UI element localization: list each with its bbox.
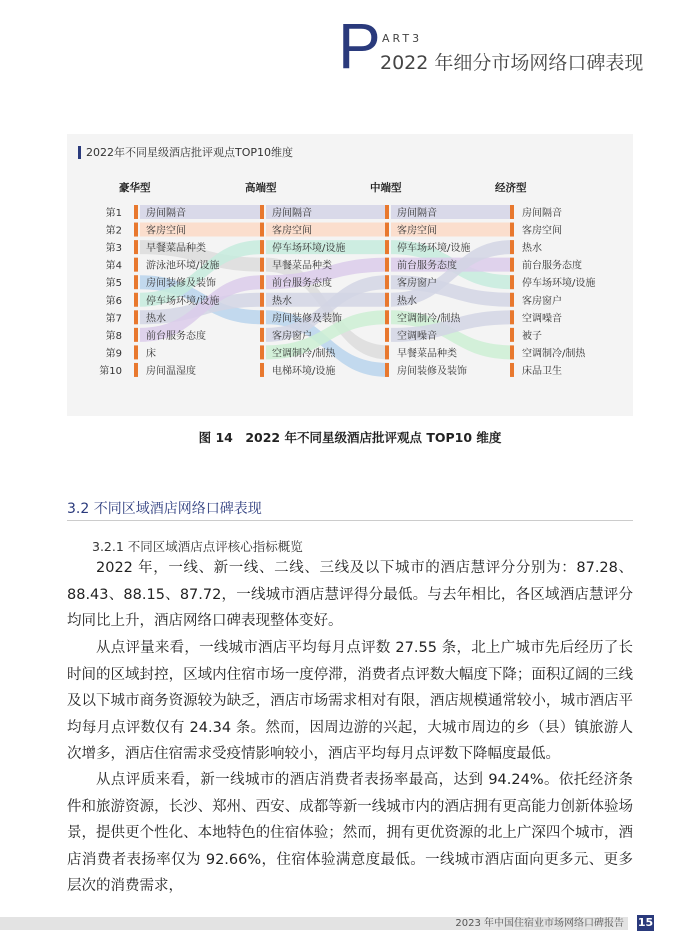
divider xyxy=(67,520,633,521)
rank-bar xyxy=(134,363,138,377)
rank-bar xyxy=(260,240,264,254)
item-label: 空调噪音 xyxy=(397,330,437,342)
rank-bar xyxy=(134,275,138,289)
rank-bar xyxy=(510,293,514,307)
rank-bar xyxy=(260,363,264,377)
item-label: 房间装修及装饰 xyxy=(146,278,216,290)
rank-bar xyxy=(134,310,138,324)
rank-label: 第4 xyxy=(105,260,122,272)
rank-bar xyxy=(260,328,264,342)
item-label: 被子 xyxy=(522,330,542,342)
item-label: 房间温湿度 xyxy=(146,365,196,377)
rank-bar xyxy=(510,310,514,324)
item-label: 客房窗户 xyxy=(522,295,562,307)
item-label: 停车场环境/设施 xyxy=(522,278,596,290)
item-label: 游泳池环境/设施 xyxy=(146,260,220,272)
item-label: 房间隔音 xyxy=(146,208,186,219)
column-header: 高端型 xyxy=(245,182,277,194)
part-letter: P xyxy=(338,10,381,82)
rank-bar xyxy=(385,310,389,324)
paragraph: 从点评量来看，一线城市酒店平均每月点评数 27.55 条，北上广城市先后经历了长时间的区域封控，区域内住宿市场一度停滞，消费者点评数大幅度下降；面积辽阔的三线及以下城市商务资源较为缺乏，酒店市场需求相对有限，酒店规模通常较小，城市酒店平均每月点评数仅有 24.34 条。然而，因周边游的兴起，大城市周边的乡（县）镇旅游人次增多，酒店住宿需求受疫情影响较小，酒店平均每月点评数下降幅度最低。 xyxy=(67,640,633,762)
item-label: 客房窗户 xyxy=(272,330,312,342)
rank-bar xyxy=(260,205,264,219)
item-label: 前台服务态度 xyxy=(522,260,582,272)
item-label: 床 xyxy=(146,348,156,360)
rank-label: 第8 xyxy=(105,330,122,342)
item-label: 房间隔音 xyxy=(272,208,312,219)
rank-label: 第1 xyxy=(105,208,122,219)
item-label: 空调制冷/制热 xyxy=(522,348,586,360)
item-label: 床品卫生 xyxy=(522,365,562,377)
item-label: 空调噪音 xyxy=(522,313,562,325)
rank-bar xyxy=(510,345,514,359)
rank-bar xyxy=(510,275,514,289)
rank-label: 第9 xyxy=(105,348,122,360)
part-title: 2022 年细分市场网络口碑表现 xyxy=(380,52,644,74)
page-number: 15 xyxy=(637,916,654,929)
item-label: 电梯环境/设施 xyxy=(272,365,336,377)
item-label: 早餐菜品种类 xyxy=(272,260,332,272)
rank-bar xyxy=(510,240,514,254)
rank-bar xyxy=(134,240,138,254)
item-label: 客房窗户 xyxy=(397,278,437,290)
item-label: 空调制冷/制热 xyxy=(397,313,461,325)
rank-bar xyxy=(260,258,264,272)
rank-bar xyxy=(510,258,514,272)
rank-bar xyxy=(134,293,138,307)
figure-caption: 图 14 2022 年不同星级酒店批评观点 TOP10 维度 xyxy=(198,430,502,445)
paragraph: 2022 年，一线、新一线、二线、三线及以下城市的酒店慧评分分别为：87.28、88.43、88.15、87.72，一线城市酒店慧评得分最低。与去年相比，各区域酒店慧评分均同比上升，酒店网络口碑表现整体变好。 xyxy=(67,560,633,629)
rank-bar xyxy=(385,205,389,219)
footer-title: 2023 年中国住宿业市场网络口碑报告 xyxy=(455,918,624,929)
item-label: 前台服务态度 xyxy=(146,330,206,342)
item-label: 空调制冷/制热 xyxy=(272,348,336,360)
item-label: 客房空间 xyxy=(522,225,562,237)
item-label: 热水 xyxy=(146,313,166,325)
item-label: 停车场环境/设施 xyxy=(272,243,346,255)
rank-bar xyxy=(260,345,264,359)
rank-bar xyxy=(134,258,138,272)
rank-bar xyxy=(260,275,264,289)
rank-bar xyxy=(385,223,389,237)
rank-bar xyxy=(385,275,389,289)
column-header: 中端型 xyxy=(370,182,402,194)
column-header: 经济型 xyxy=(495,182,527,194)
rank-bar xyxy=(134,205,138,219)
item-label: 房间装修及装饰 xyxy=(397,365,467,377)
paragraph: 从点评质来看，新一线城市的酒店消费者表扬率最高，达到 94.24%。依托经济条件和旅游资源，长沙、郑州、西安、成都等新一线城市内的酒店拥有更高能力创新体验场景，提供更个性化、本地特色的住宿体验；然而，拥有更优资源的北上广深四个城市，酒店消费者表扬率仅为 92.66%，住宿体验满意度最低。一线城市酒店面向更多元、更多层次的消费需求， xyxy=(67,772,633,894)
rank-bar xyxy=(510,328,514,342)
rank-bar xyxy=(385,363,389,377)
rank-label: 第7 xyxy=(105,313,122,325)
rank-bar xyxy=(510,363,514,377)
rank-bar xyxy=(260,293,264,307)
part-label: ART3 xyxy=(382,32,423,45)
item-label: 热水 xyxy=(397,295,417,307)
rank-label: 第3 xyxy=(105,243,122,255)
item-label: 客房空间 xyxy=(146,225,186,237)
item-label: 客房空间 xyxy=(397,225,437,237)
column-header: 豪华型 xyxy=(119,182,151,194)
section-heading: 3.2 不同区域酒店网络口碑表现 xyxy=(67,501,262,517)
item-label: 前台服务态度 xyxy=(272,278,332,290)
subsection-heading: 3.2.1 不同区域酒店点评核心指标概览 xyxy=(92,539,303,554)
item-label: 早餐菜品种类 xyxy=(146,243,206,255)
item-label: 前台服务态度 xyxy=(397,260,457,272)
item-label: 停车场环境/设施 xyxy=(146,295,220,307)
rank-bar xyxy=(385,293,389,307)
rank-bar xyxy=(385,328,389,342)
ranking-chart xyxy=(0,0,700,420)
rank-bar xyxy=(134,345,138,359)
item-label: 房间装修及装饰 xyxy=(272,313,342,325)
chart-title: 2022年不同星级酒店批评观点TOP10维度 xyxy=(78,146,293,159)
rank-bar xyxy=(510,205,514,219)
rank-bar xyxy=(385,345,389,359)
item-label: 停车场环境/设施 xyxy=(397,243,471,255)
rank-bar xyxy=(385,240,389,254)
rank-label: 第5 xyxy=(105,278,122,290)
rank-label: 第2 xyxy=(105,225,122,237)
rank-label: 第6 xyxy=(105,295,122,307)
item-label: 房间隔音 xyxy=(397,208,437,219)
item-label: 热水 xyxy=(522,243,542,255)
item-label: 早餐菜品种类 xyxy=(397,348,457,360)
rank-bar xyxy=(385,258,389,272)
rank-bar xyxy=(260,223,264,237)
rank-bar xyxy=(260,310,264,324)
rank-bar xyxy=(134,223,138,237)
rank-bar xyxy=(134,328,138,342)
item-label: 热水 xyxy=(272,295,292,307)
rank-bar xyxy=(510,223,514,237)
rank-label: 第10 xyxy=(99,365,122,377)
item-label: 房间隔音 xyxy=(522,208,562,219)
item-label: 客房空间 xyxy=(272,225,312,237)
